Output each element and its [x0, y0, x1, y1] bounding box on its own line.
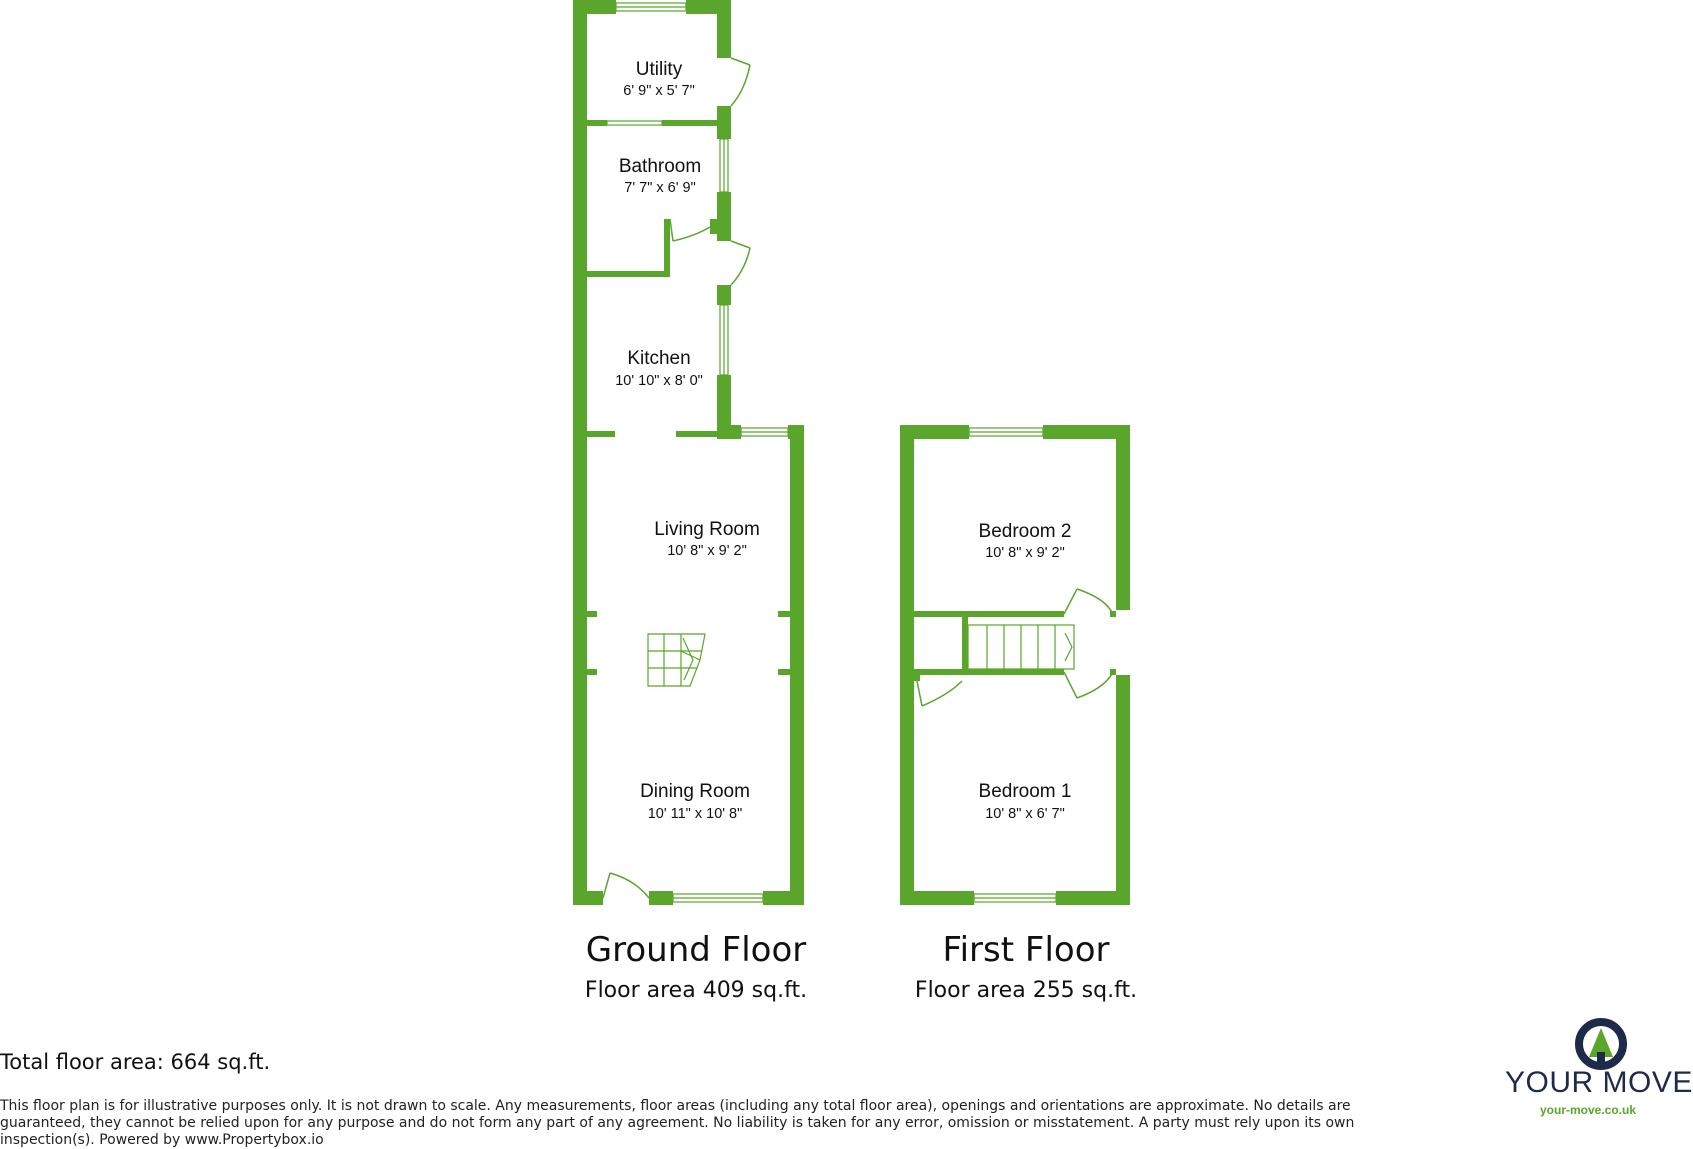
room-dims-bedroom-2: 10' 8" x 9' 2": [985, 545, 1065, 561]
wall: [962, 617, 968, 669]
wall: [573, 891, 603, 905]
wall: [900, 891, 974, 905]
room-name-bathroom: Bathroom: [618, 156, 702, 177]
room-name-dining-room: Dining Room: [640, 781, 750, 802]
door: [670, 219, 710, 241]
wall: [778, 611, 790, 617]
ground-floor-title: Ground Floor: [585, 930, 807, 970]
brand-name: YOUR MOVE: [1505, 1066, 1693, 1099]
window: [969, 428, 1043, 436]
door: [603, 873, 649, 898]
wall: [790, 425, 804, 905]
door: [1064, 589, 1113, 614]
room-name-bedroom-2: Bedroom 2: [978, 521, 1072, 542]
room-dims-dining-room: 10' 11" x 10' 8": [647, 806, 743, 822]
wall: [763, 891, 804, 905]
wall: [587, 271, 670, 277]
room-dims-kitchen: 10' 10" x 8' 0": [615, 373, 703, 389]
wall: [1056, 891, 1130, 905]
window: [616, 3, 686, 11]
staircase: [968, 625, 1074, 669]
staircase: [648, 634, 705, 686]
wall: [1116, 425, 1130, 610]
room-dims-utility: 6' 9" x 5' 7": [623, 83, 695, 99]
wall: [662, 120, 717, 126]
room-name-kitchen: Kitchen: [627, 348, 691, 369]
room-name-bedroom-1: Bedroom 1: [978, 781, 1072, 802]
wall: [587, 669, 597, 675]
total-floor-area: Total floor area: 664 sq.ft.: [0, 1050, 271, 1074]
door: [731, 241, 750, 285]
disclaimer-text: This floor plan is for illustrative purposes only. It is not drawn to scale. Any measurements, floor areas (including any total floor area), openings and orientations are approximate. No details are guaranteed, they cannot be relied upon for any purpose and do not form any part of any agreement. No liability is taken for any error, omission or misstatement. A party must rely upon its own inspection(s). Powered by www.Propertybox.io: [0, 1098, 1355, 1148]
wall: [717, 425, 741, 439]
wall: [778, 669, 790, 675]
door: [731, 58, 750, 106]
first-floor-title: First Floor: [942, 930, 1110, 970]
wall: [717, 285, 731, 305]
wall: [914, 669, 920, 681]
wall: [914, 669, 1064, 675]
wall: [587, 431, 615, 437]
room-name-utility: Utility: [635, 59, 683, 80]
wall: [914, 611, 1064, 617]
window: [720, 139, 728, 192]
window: [741, 428, 788, 436]
wall: [587, 611, 597, 617]
window: [673, 894, 763, 902]
wall: [717, 106, 731, 139]
wall: [717, 192, 731, 241]
wall: [649, 891, 673, 905]
wall: [676, 431, 717, 437]
room-dims-bathroom: 7' 7" x 6' 9": [624, 180, 696, 196]
wall: [587, 120, 607, 126]
wall: [1116, 675, 1130, 905]
wall: [710, 219, 717, 234]
brand-url[interactable]: your-move.co.uk: [1540, 1103, 1637, 1117]
window: [607, 121, 662, 125]
wall: [717, 0, 731, 58]
wall: [573, 0, 616, 14]
ground-floor-area: Floor area 409 sq.ft.: [584, 978, 808, 1003]
wall: [664, 219, 670, 277]
door: [1064, 672, 1113, 698]
first-floor-area: Floor area 255 sq.ft.: [914, 978, 1138, 1003]
window: [974, 894, 1056, 902]
window: [720, 305, 728, 375]
wall: [900, 425, 914, 905]
wall: [573, 0, 587, 905]
room-dims-living-room: 10' 8" x 9' 2": [667, 543, 747, 559]
room-dims-bedroom-1: 10' 8" x 6' 7": [985, 806, 1065, 822]
door: [917, 681, 962, 706]
room-name-living-room: Living Room: [654, 519, 760, 540]
wall: [900, 425, 969, 439]
